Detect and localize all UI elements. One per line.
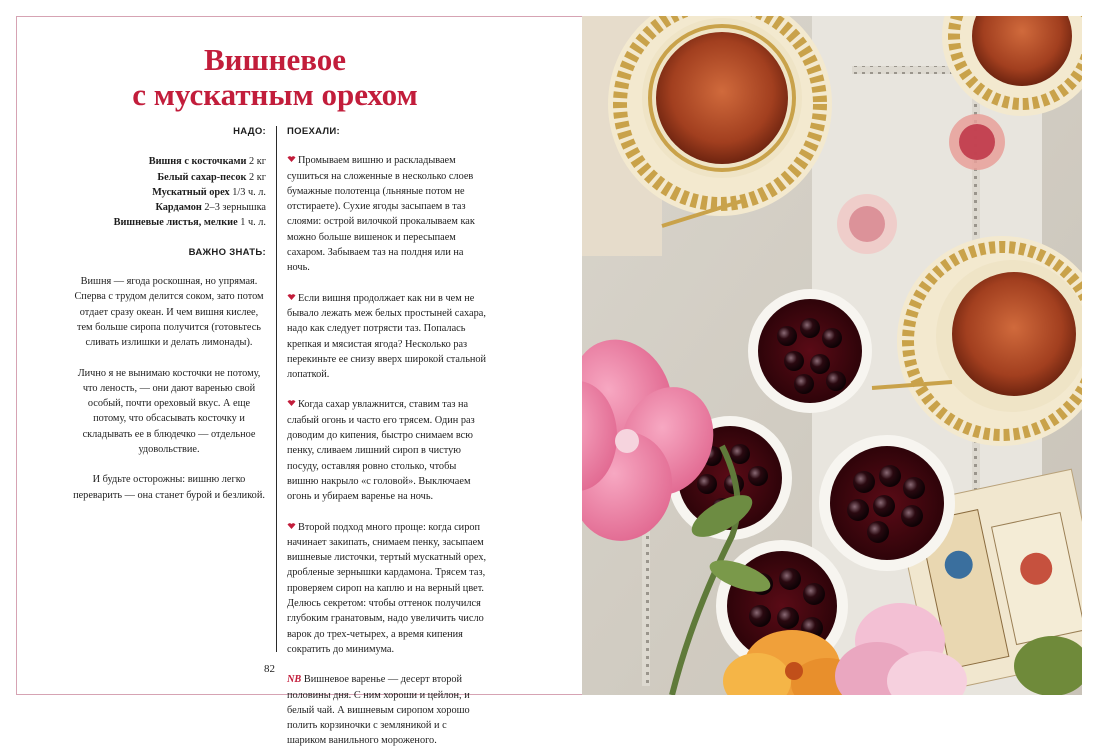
ingredient-item: Вишня с косточками 2 кг bbox=[148, 156, 266, 168]
step-paragraph: Если вишня продолжает как ни в чем не бывало лежать меж белых простыней сахара, надо как следует потрясти таз. Попалась крепкая и мясистая ягода? Несколько раз перекиньте ее снизу вверх широкой стальной лопаткой. bbox=[287, 292, 487, 381]
step-paragraph: Когда сахар увлажнится, ставим таз на слабый огонь и часто его трясем. Один раз доводим до кипения, быстро снимаем всю пенку, сливаем лишний сироп в чистую посуду, оставляя ровно столько, чтобы вишню накрыло «с головой». Выключаем огонь и убираем варенье на ночь. bbox=[287, 399, 475, 503]
right-column bbox=[287, 124, 487, 749]
nb-paragraph: NB Вишневое варенье — десерт второй половины дня. С ним хороши и цейлон, и белый чай. А вишневым сиропом хорошо полить корзиночки с земляникой и с шариком ванильного мороженого. bbox=[287, 674, 470, 747]
cherry-bullet-icon bbox=[287, 155, 296, 163]
cherry-bullet-icon bbox=[287, 293, 296, 301]
important-heading: ВАЖНО ЗНАТЬ: bbox=[188, 246, 266, 258]
column-divider bbox=[276, 126, 277, 652]
need-heading: НАДО: bbox=[233, 126, 266, 137]
step-paragraph: Второй подход много проще: когда сироп начинает закипать, снимаем пенку, засыпаем вишневые листочки, тертый мускатный орех, дробленые зернышки кардамона. Трясем таз, проверяем сироп на каплю и на верный цвет. Делюсь секретом: чтобы оттенок получился глубоким гранатовым, надо увеличить число варок до трех-четырех, а время кипения сократить до минимума. bbox=[287, 521, 487, 655]
page-number: 82 bbox=[264, 663, 275, 675]
cherry-jam-photo bbox=[582, 16, 1082, 695]
go-heading: ПОЕХАЛИ: bbox=[287, 126, 340, 137]
important-paragraph: И будьте осторожны: вишню легко переварить — она станет бурой и безликой. bbox=[73, 474, 265, 501]
ingredient-list bbox=[72, 154, 266, 230]
nb-label: NB bbox=[287, 674, 302, 686]
left-column bbox=[72, 124, 266, 503]
cherry-bullet-icon bbox=[287, 522, 296, 530]
ingredient-item: Кардамон 2–3 зернышка bbox=[155, 202, 266, 214]
ingredient-item: Мускатный орех 1/3 ч. л. bbox=[152, 186, 266, 198]
recipe-title bbox=[90, 42, 460, 112]
title-line-2: с мускатным орехом bbox=[132, 77, 418, 112]
photo-illustration bbox=[582, 16, 1082, 695]
step-paragraph: Промываем вишню и раскладываем сушиться на сложенные в несколько слоев бумажные полотенца (льняные потом не отстираете). Сухие ягоды засыпаем в таз слоями: острой вилочкой прокалываем как можно больше вишенок и пересыпаем сахаром. Забываем таз на полдня или на ночь. bbox=[287, 155, 475, 274]
ingredient-item: Вишневые листья, мелкие 1 ч. л. bbox=[113, 217, 266, 229]
title-line-1: Вишневое bbox=[203, 42, 347, 77]
important-paragraph: Вишня — ягода роскошная, но упрямая. Сперва с трудом делится соком, зато потом отдает сразу океан. И чем вишня кислее, тем больше сиропа получится (готовьтесь сливать излишки и делать лимонады). bbox=[74, 276, 264, 349]
cherry-bullet-icon bbox=[287, 399, 296, 407]
important-paragraph: Лично я не вынимаю косточки не потому, что леность, — они дают варенью свой особый, почти ореховый вкус. А еще потому, что обсасывать косточку и складывать ее в блюдечко — отдельное удовольствие. bbox=[77, 367, 261, 456]
ingredient-item: Белый сахар-песок 2 кг bbox=[157, 171, 266, 183]
